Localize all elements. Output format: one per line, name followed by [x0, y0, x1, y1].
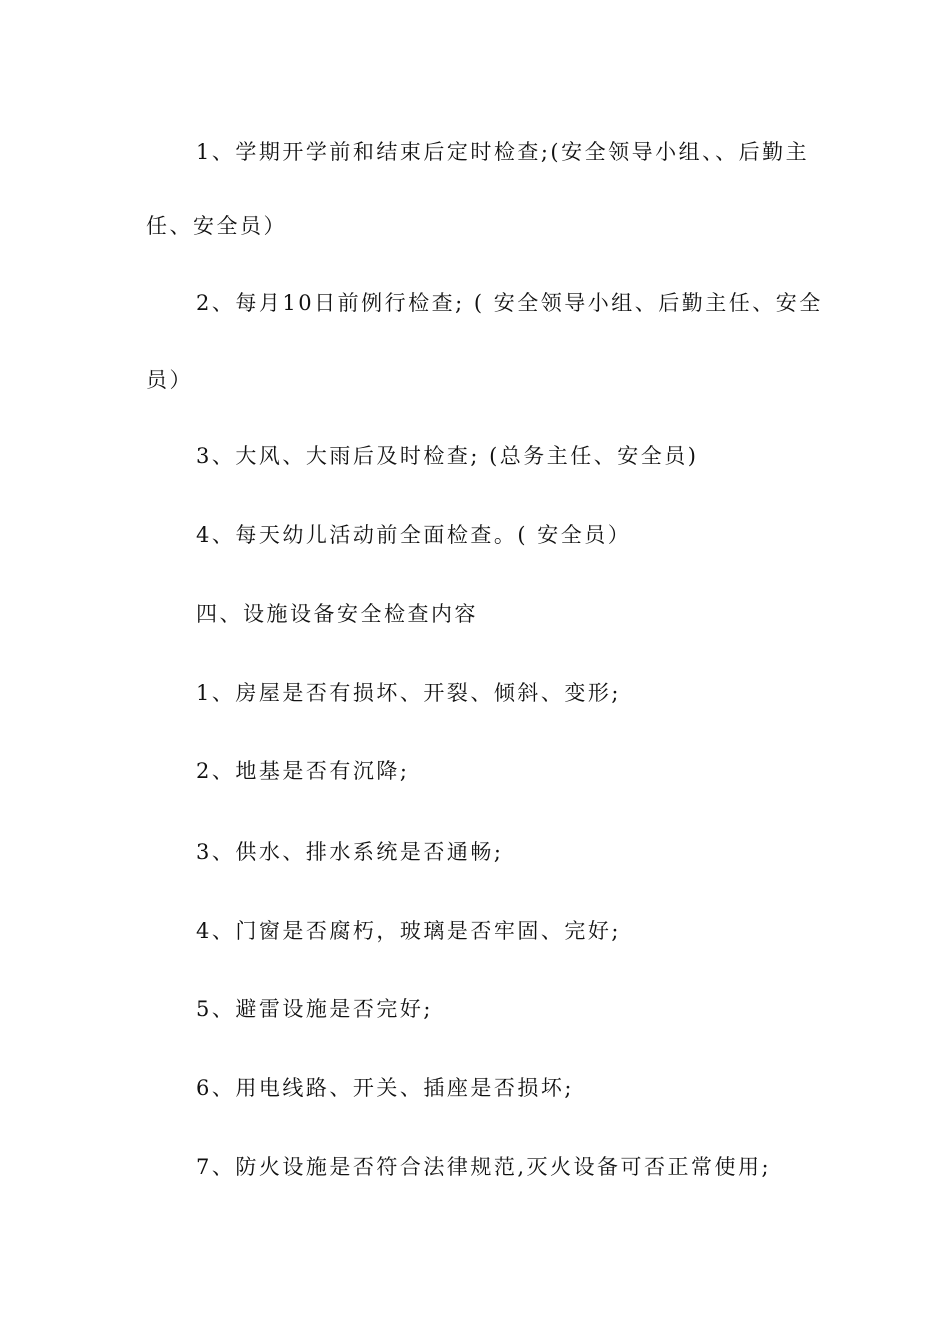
- check-schedule-item-3: 3、大风、大雨后及时检查; (总务主任、安全员): [196, 444, 699, 468]
- inspection-item-1: 1、房屋是否有损坏、开裂、倾斜、变形;: [196, 681, 621, 705]
- inspection-item-6: 6、用电线路、开关、插座是否损坏;: [196, 1076, 574, 1100]
- section-heading: 四、设施设备安全检查内容: [196, 602, 478, 626]
- inspection-item-2: 2、地基是否有沉降;: [196, 759, 410, 783]
- inspection-item-4: 4、门窗是否腐朽，玻璃是否牢固、完好;: [196, 919, 621, 943]
- check-schedule-item-1: 1、学期开学前和结束后定时检查;(安全领导小组、、后勤主: [196, 140, 810, 164]
- inspection-item-3: 3、供水、排水系统是否通畅;: [196, 840, 504, 864]
- inspection-item-7: 7、防火设施是否符合法律规范,灭火设备可否正常使用;: [196, 1155, 772, 1179]
- check-schedule-item-4: 4、每天幼儿活动前全面检查。( 安全员）: [196, 523, 632, 547]
- inspection-item-5: 5、避雷设施是否完好;: [196, 997, 433, 1021]
- check-schedule-item-2-continued: 员）: [146, 368, 193, 392]
- check-schedule-item-2: 2、每月10日前例行检查; ( 安全领导小组、后勤主任、安全: [196, 291, 823, 315]
- check-schedule-item-1-continued: 任、安全员）: [146, 214, 287, 238]
